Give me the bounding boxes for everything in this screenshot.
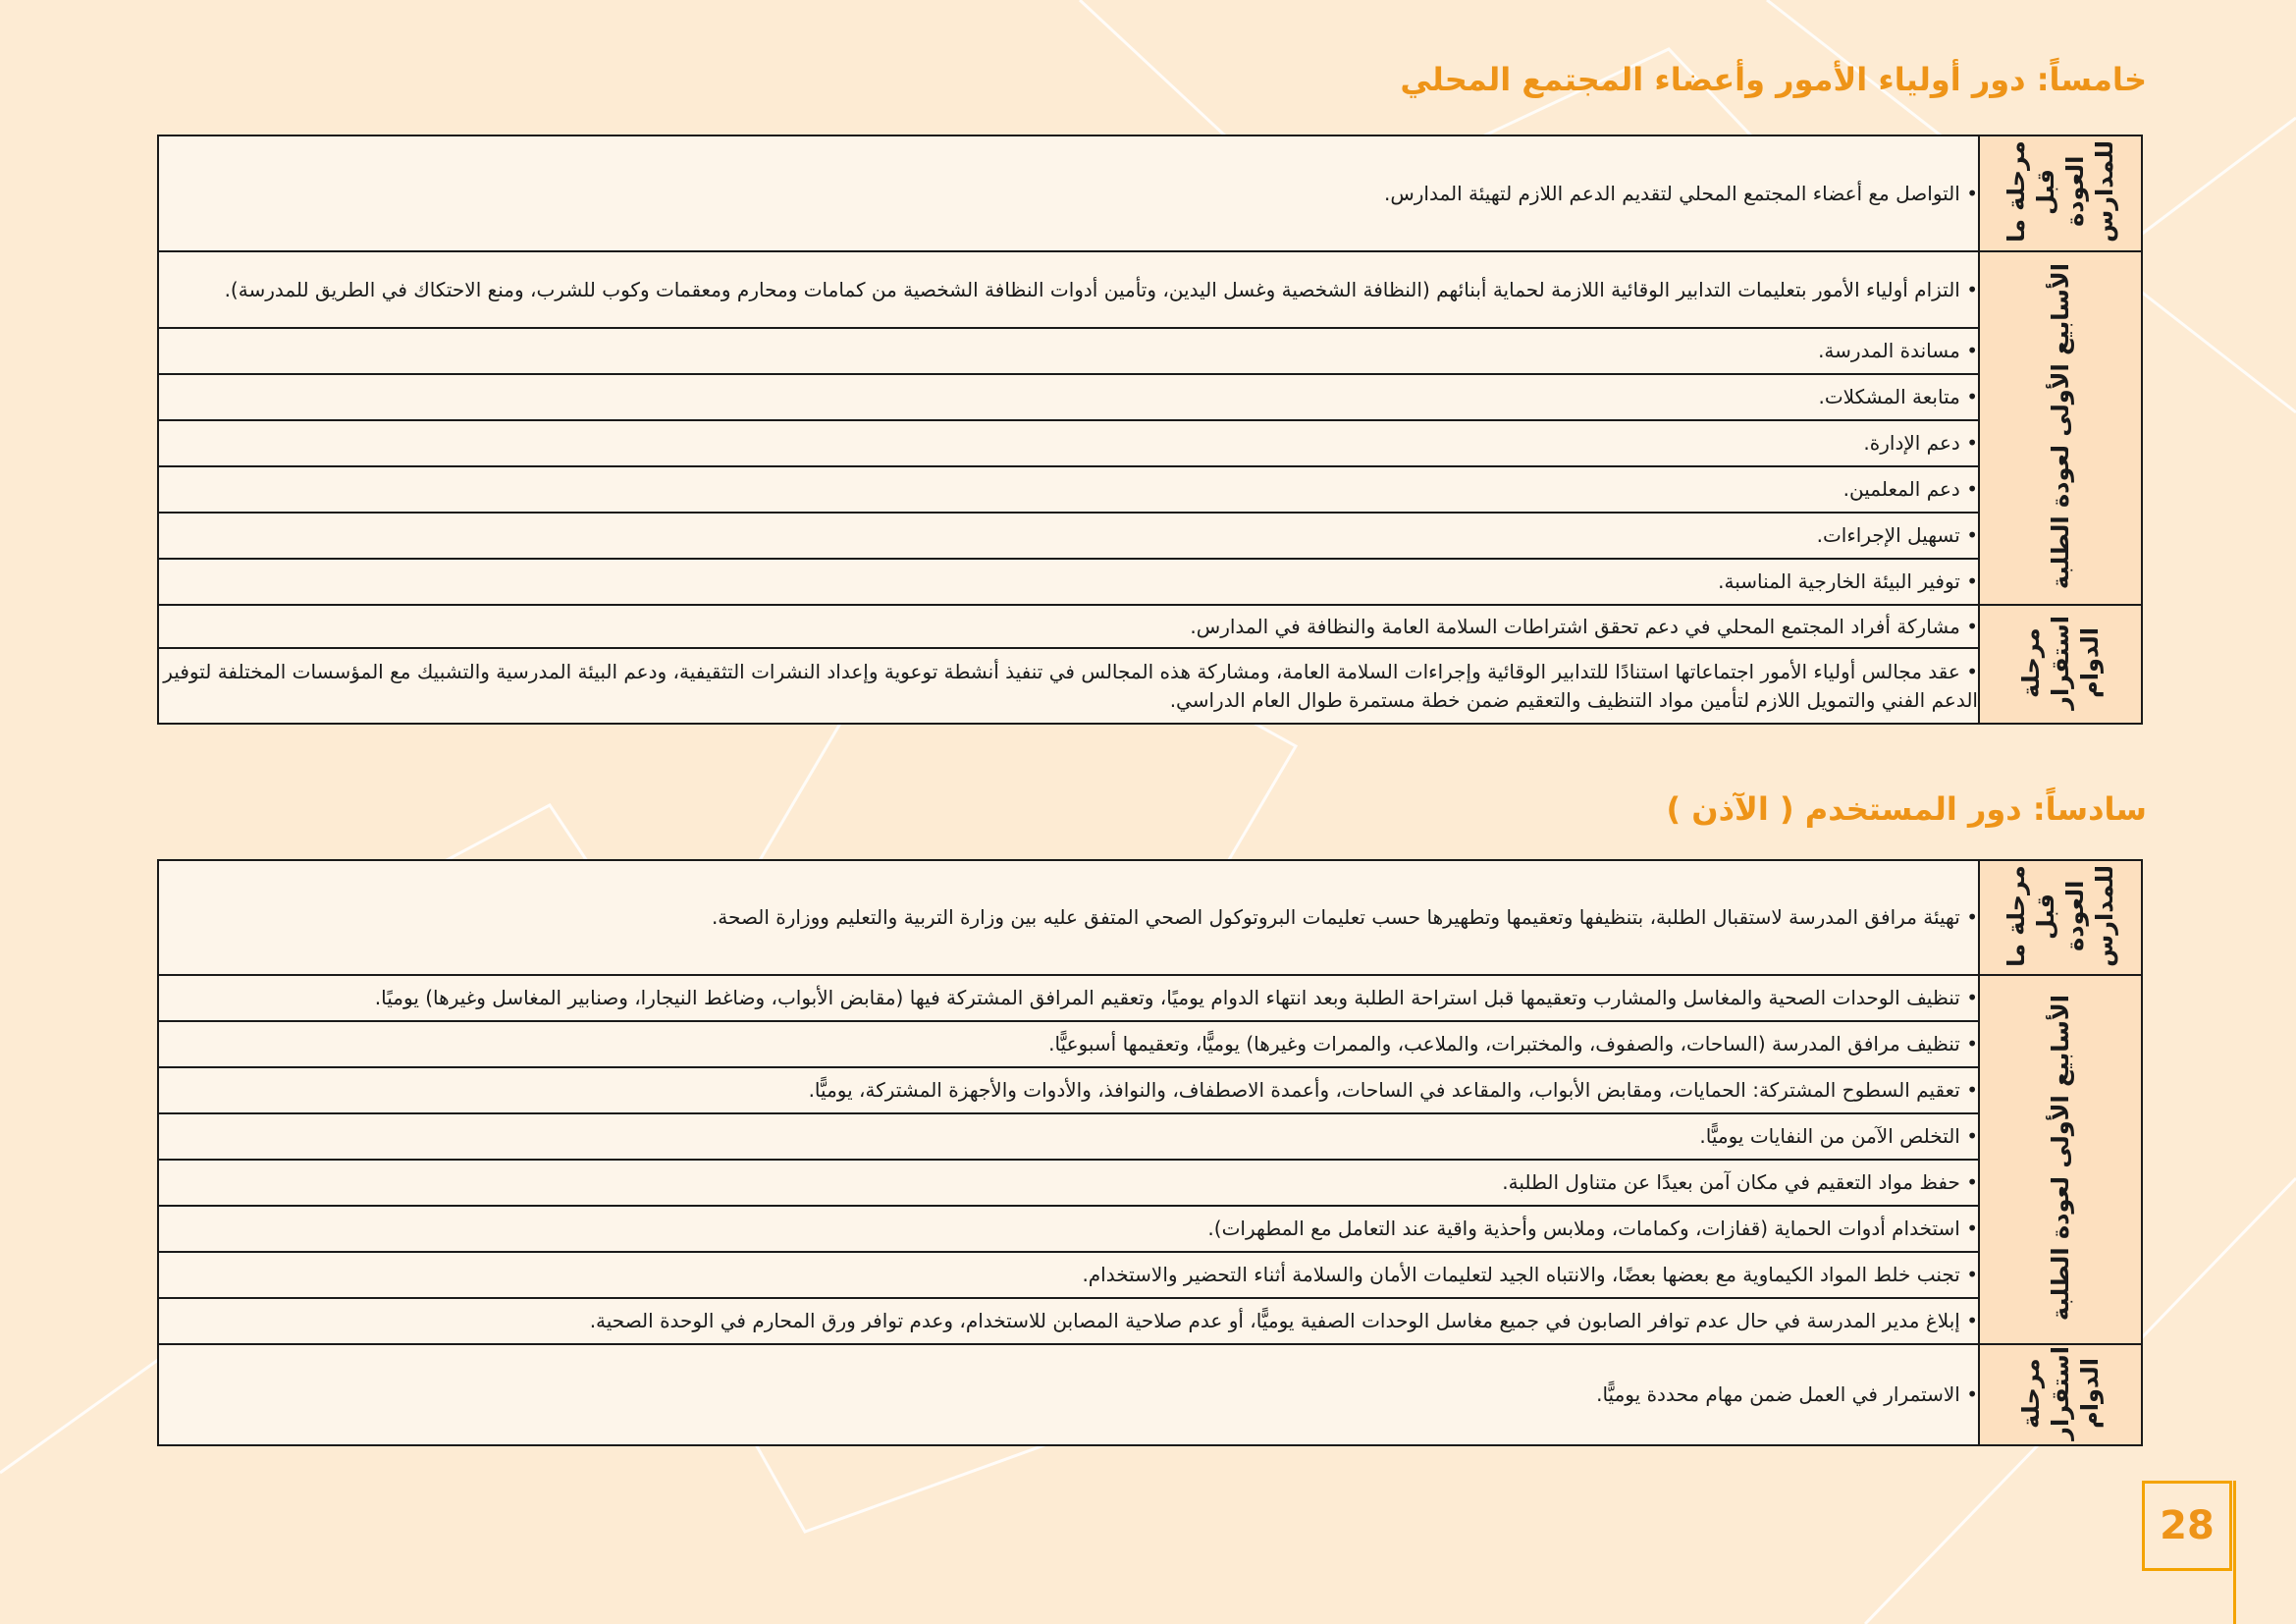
stage-label: مرحلة ما قبل العودة للمدارس: [2002, 864, 2118, 967]
stage-label: الأسابيع الأولى لعودة الطلبة: [2047, 994, 2074, 1322]
section6-heading: سادساً: دور المستخدم ( الآذن ): [1666, 790, 2147, 828]
table-row: [158, 513, 2142, 559]
table-row: [158, 1252, 2142, 1298]
bullet-icon: •: [1959, 614, 1978, 638]
table-row: [158, 975, 2142, 1021]
table-row: [158, 1113, 2142, 1160]
section5-table: [157, 135, 2143, 725]
bullet-icon: •: [1959, 477, 1978, 501]
bullet-icon: •: [1959, 277, 1978, 301]
stage-cell-first-weeks: [1979, 975, 2142, 1344]
stage-cell-stable: [1979, 605, 2142, 724]
list-item: • التواصل مع أعضاء المجتمع المحلي لتقديم الدعم اللازم لتهيئة المدارس.: [158, 135, 1979, 251]
bullet-icon: •: [1959, 1382, 1978, 1406]
bullet-icon: •: [1959, 1170, 1978, 1194]
table-row: [158, 559, 2142, 605]
stage-cell-stable: [1979, 1344, 2142, 1445]
table-row: [158, 420, 2142, 466]
bullet-icon: •: [1959, 385, 1978, 408]
bullet-icon: •: [1959, 1263, 1978, 1286]
list-item: • التخلص الآمن من النفايات يوميًّا.: [158, 1113, 1979, 1160]
list-item: • حفظ مواد التعقيم في مكان آمن بعيدًا عن متناول الطلبة.: [158, 1160, 1979, 1206]
list-item: • تنظيف مرافق المدرسة (الساحات، والصفوف، والمختبرات، والملاعب، والممرات وغيرها) يوميًّا، وتعقيمها أسبوعيًّا.: [158, 1021, 1979, 1067]
table-row: [158, 374, 2142, 420]
bullet-icon: •: [1959, 659, 1978, 683]
bullet-icon: •: [1959, 339, 1978, 362]
table-row: [158, 605, 2142, 648]
list-item: • تسهيل الإجراءات.: [158, 513, 1979, 559]
table-row: [158, 1067, 2142, 1113]
table-row: [158, 648, 2142, 724]
list-item: • تجنب خلط المواد الكيماوية مع بعضها بعضًا، والانتباه الجيد لتعليمات الأمان والسلامة أثناء التحضير والاستخدام.: [158, 1252, 1979, 1298]
table-row: [158, 251, 2142, 328]
section5-heading: خامساً: دور أولياء الأمور وأعضاء المجتمع المحلي: [1400, 61, 2147, 98]
list-item: • عقد مجالس أولياء الأمور اجتماعاتها استنادًا للتدابير الوقائية وإجراءات السلامة العامة، ومشاركة هذه المجالس في تنفيذ أنشطة توعوية وإعداد النشرات التثقيفية، ودعم البيئة المدرسية والتشبيك مع المؤسسات المختلفة لتوفير الدعم الفني والتمويل اللازم لتأمين مواد التنظيف والتعقيم ضمن خطة مستمرة طوال العام الدراسي.: [158, 648, 1979, 724]
list-item: • تنظيف الوحدات الصحية والمغاسل والمشارب وتعقيمها قبل استراحة الطلبة وبعد انتهاء الدوام يوميًا، وتعقيم المرافق المشتركة فيها (مقابض الأبواب، وضاغط النيجارا، وصنابير المغاسل وغيرها) يوميًا.: [158, 975, 1979, 1021]
bullet-icon: •: [1959, 523, 1978, 547]
list-item: • توفير البيئة الخارجية المناسبة.: [158, 559, 1979, 605]
stage-label: الأسابيع الأولى لعودة الطلبة: [2047, 262, 2074, 590]
stage-cell-pre-return: [1979, 135, 2142, 251]
list-item: • تهيئة مرافق المدرسة لاستقبال الطلبة، بتنظيفها وتعقيمها وتطهيرها حسب تعليمات البروتوكول الصحي المتفق عليه بين وزارة التربية والتعليم ووزارة الصحة.: [158, 860, 1979, 975]
table-row: [158, 1021, 2142, 1067]
list-item: • دعم المعلمين.: [158, 466, 1979, 513]
table-row: [158, 1206, 2142, 1252]
bullet-icon: •: [1959, 1078, 1978, 1102]
list-item: • إبلاغ مدير المدرسة في حال عدم توافر الصابون في جميع مغاسل الوحدات الصفية يوميًّا، أو عدم صلاحية المصابن للاستخدام، وعدم توافر ورق المحارم في الوحدة الصحية.: [158, 1298, 1979, 1344]
bullet-icon: •: [1959, 431, 1978, 455]
list-item: • متابعة المشكلات.: [158, 374, 1979, 420]
table-row: [158, 466, 2142, 513]
list-item: • مساندة المدرسة.: [158, 328, 1979, 374]
stage-cell-pre-return: [1979, 860, 2142, 975]
stage-label: مرحلة استقرار الدوام: [2017, 1345, 2104, 1440]
table-row: [158, 860, 2142, 975]
bullet-icon: •: [1959, 1032, 1978, 1056]
bullet-icon: •: [1959, 1124, 1978, 1148]
bullet-icon: •: [1959, 986, 1978, 1009]
page-number: 28: [2142, 1481, 2232, 1571]
bullet-icon: •: [1959, 1309, 1978, 1332]
table-row: [158, 1298, 2142, 1344]
list-item: • الاستمرار في العمل ضمن مهام محددة يوميًّا.: [158, 1344, 1979, 1445]
table-row: [158, 1344, 2142, 1445]
bullet-icon: •: [1959, 181, 1978, 205]
list-item: • تعقيم السطوح المشتركة: الحمايات، ومقابض الأبواب، والمقاعد في الساحات، وأعمدة الاصطفاف، والنوافذ، والأدوات والأجهزة المشتركة، يوميًّا.: [158, 1067, 1979, 1113]
list-item: • التزام أولياء الأمور بتعليمات التدابير الوقائية اللازمة لحماية أبنائهم (النظافة الشخصية وغسل اليدين، وتأمين أدوات النظافة الشخصية من كمامات ومحارم ومعقمات وكوب للشرب، ومنع الاحتكاك في الطريق للمدرسة).: [158, 251, 1979, 328]
bullet-icon: •: [1959, 569, 1978, 593]
list-item: • مشاركة أفراد المجتمع المحلي في دعم تحقق اشتراطات السلامة العامة والنظافة في المدارس.: [158, 605, 1979, 648]
table-row: [158, 328, 2142, 374]
bullet-icon: •: [1959, 1217, 1978, 1240]
table-row: [158, 1160, 2142, 1206]
list-item: • دعم الإدارة.: [158, 420, 1979, 466]
stage-label: مرحلة ما قبل العودة للمدارس: [2002, 140, 2118, 243]
section6-table: [157, 859, 2143, 1446]
table-row: [158, 135, 2142, 251]
bullet-icon: •: [1959, 905, 1978, 929]
list-item: • استخدام أدوات الحماية (قفازات، وكمامات، وملابس وأحذية واقية عند التعامل مع المطهرات).: [158, 1206, 1979, 1252]
stage-label: مرحلة استقرار الدوام: [2017, 615, 2104, 710]
page-number-rule: [2233, 1481, 2236, 1624]
stage-cell-first-weeks: [1979, 251, 2142, 605]
